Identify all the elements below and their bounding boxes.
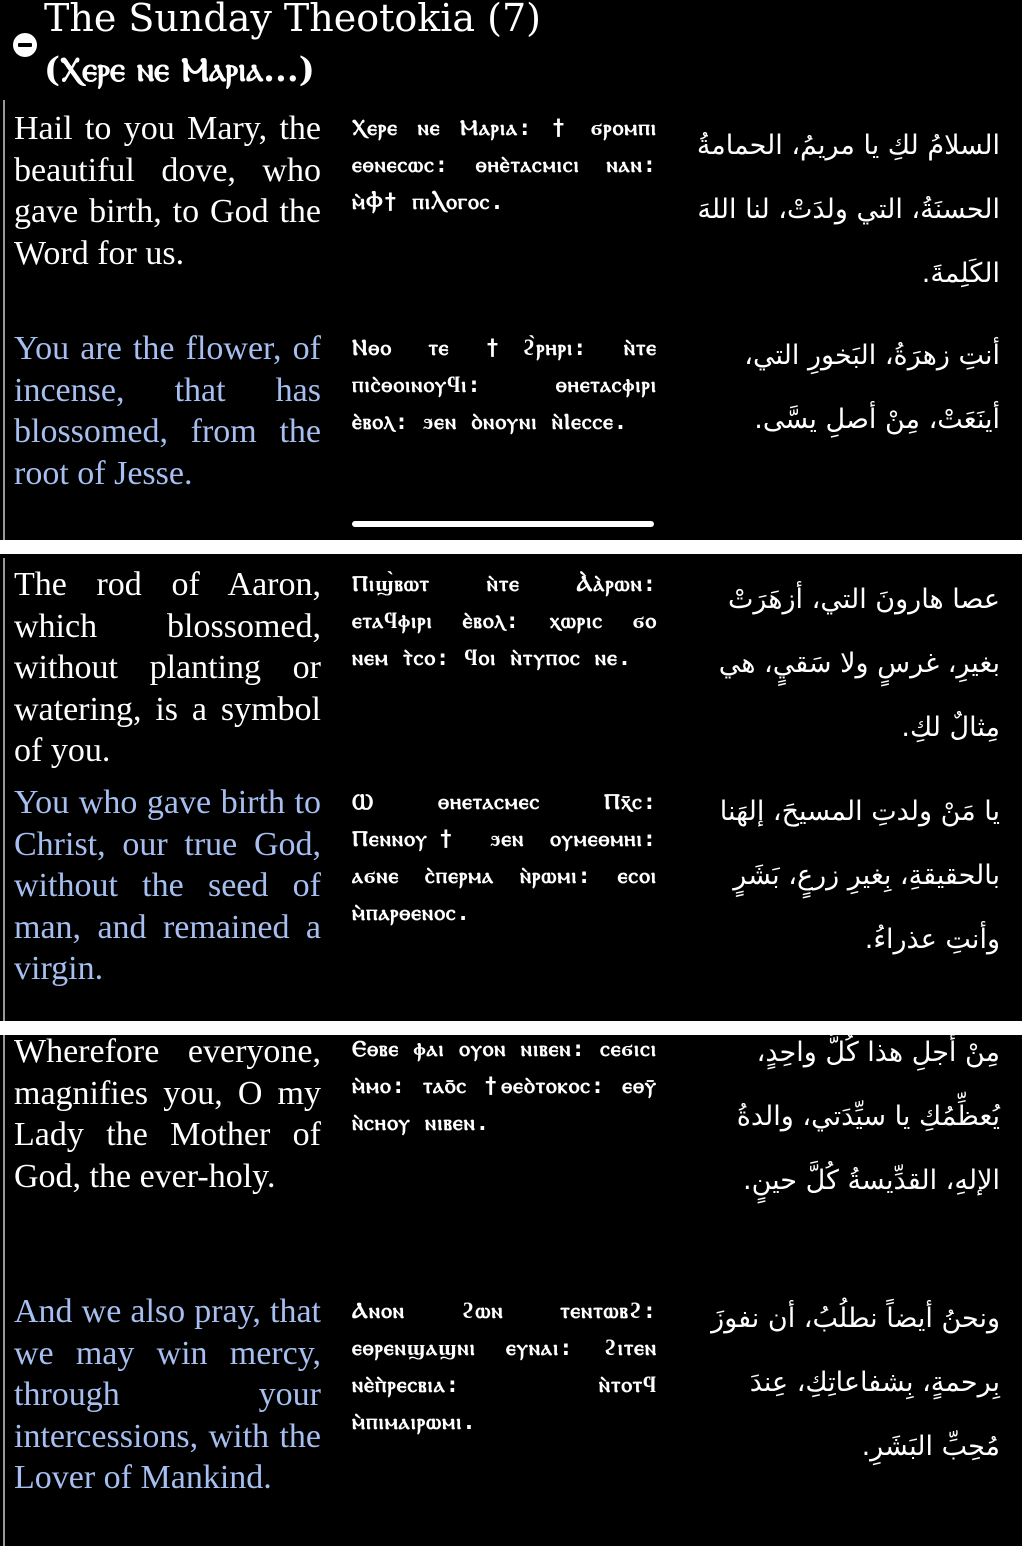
- stanza-4: [0, 782, 1022, 1012]
- coptic-text: Ⲭⲉⲣⲉ ⲛⲉ Ⲙⲁⲣⲓⲁ: † ϭⲣⲟⲙⲡⲓ ⲉⲑⲛⲉⲥⲱⲥ: ⲑⲏⲉ̀ⲧⲁⲥⲙⲓⲥⲓ ⲛⲁⲛ: ⲙ̀Ⲫ† ⲡⲓⲖⲟⲅⲟⲥ.: [352, 116, 657, 215]
- english-text: And we also pray, that we may win mercy, through your intercessions, with the Lover of Mankind.: [14, 1293, 321, 1496]
- horizontal-scrollbar[interactable]: [352, 521, 654, 527]
- coptic-text: Ⲱ ⲑⲏⲉⲧⲁⲥⲙⲉⲥ Ⲡⲭ̄ⲥ: Ⲡⲉⲛⲛⲟⲩ† ϧⲉⲛ ⲟⲩⲙⲉⲑⲙⲏⲓ: ⲁϭⲛⲉ ⲥ̀ⲡⲉⲣⲙⲁ ⲛ̀ⲣⲱⲙⲓ: ⲉⲥⲟⲓ ⲙ̀ⲡⲁⲣⲑⲉⲛⲟⲥ.: [352, 790, 657, 926]
- coptic-text: Ⲛⲑⲟ ⲧⲉ †ϩ̀ⲣⲏⲣⲓ: ⲛ̀ⲧⲉ ⲡⲓⲥ̀ⲑⲟⲓⲛⲟⲩϥⲓ: ⲑⲏⲉⲧⲁⲥⲫⲓⲣⲓ ⲉ̀ⲃⲟⲗ: ϧⲉⲛ ⲟ̀ⲛⲟⲩⲛⲓ ⲛ̀Ⲓⲉⲥⲥⲉ.: [352, 336, 657, 435]
- stanza-3: [0, 564, 1022, 779]
- collapse-icon[interactable]: [13, 33, 37, 57]
- section-3: [0, 1035, 1022, 1546]
- english-text: You are the flower, of incense, that has blossomed, from the root of Jesse.: [14, 330, 321, 492]
- section-divider: [0, 540, 1022, 554]
- coptic-text: Ⲁⲛⲟⲛ ϩⲱⲛ ⲧⲉⲛⲧⲱⲃϩ: ⲉⲑⲣⲉⲛϣⲁϣⲛⲓ ⲉⲩⲛⲁⲓ: ϩⲓⲧⲉⲛ ⲛⲉ̀ⲡ̀ⲣⲉⲥⲃⲓⲁ: ⲛ̀ⲧⲟⲧϥ ⲙ̀ⲡⲓⲙⲁⲓⲣⲱⲙⲓ.: [352, 1299, 657, 1435]
- page-title: The Sunday Theotokia (7): [44, 0, 541, 40]
- english-text: The rod of Aaron, which blossomed, without planting or watering, is a symbol of you.: [14, 566, 321, 769]
- english-text: You who gave birth to Christ, our true God, without the seed of man, and remained a virgin.: [14, 784, 321, 987]
- coptic-text: Ⲡⲓϣ̀ⲃⲱⲧ ⲛ̀ⲧⲉ Ⲁ̀ⲁ̀ⲣⲱⲛ: ⲉⲧⲁϥⲫⲓⲣⲓ ⲉ̀ⲃⲟⲗ: ⲭⲱⲣⲓⲥ ϭⲟ ⲛⲉⲙ ⲧ̀ⲥⲟ: ϥⲟⲓ ⲛ̀ⲧⲩⲡⲟⲥ ⲛⲉ.: [352, 572, 657, 671]
- arabic-text: مِنْ أجلِ هذا كُلُّ واحِدٍ، يُعظِّمُكِ يا سيِّدَتي، والدةُ الإلهِ، القدِّيسةُ كُلَّ حينٍ.: [736, 1037, 1000, 1196]
- english-text: Wherefore everyone, magnifies you, O my Lady the Mother of God, the ever-holy.: [14, 1033, 321, 1195]
- stanza-1: [0, 108, 1022, 318]
- stanza-2: [0, 328, 1022, 528]
- arabic-text: عصا هارونَ التي، أزهَرَتْ بغيرِ، غرسٍ ولا سَقيٍ، هي مِثالٌ لكِ.: [718, 584, 1000, 743]
- section-1: [0, 96, 1022, 540]
- section-2: [0, 554, 1022, 1021]
- stanza-5: [0, 1031, 1022, 1281]
- arabic-text: السلامُ لكِ يا مريمُ، الحمامةُ الحسنَةُ، التي ولدَتْ، لنا اللهَ الكَلِمةَ.: [696, 130, 1000, 289]
- page-subtitle: (Ⲭⲉⲣⲉ ⲛⲉ Ⲙⲁⲣⲓⲁ...): [44, 50, 315, 90]
- arabic-text: يا مَنْ ولدتِ المسيحَ، إلهَنا بالحقيقةِ، بِغيرِ زرعٍ، بَشَرٍ وأنتِ عذراءُ.: [719, 796, 1000, 955]
- coptic-text: Ⲉⲑⲃⲉ ⲫⲁⲓ ⲟⲩⲟⲛ ⲛⲓⲃⲉⲛ: ⲥⲉϭⲓⲥⲓ ⲙ̀ⲙⲟ: ⲧⲁⲟ̄ⲥ †ⲑⲉⲟ̀ⲧⲟⲕⲟⲥ: ⲉⲑⲩ̄ ⲛ̀ⲥⲏⲟⲩ ⲛⲓⲃⲉⲛ.: [352, 1037, 657, 1136]
- arabic-text: أنتِ زهرَةُ، البَخورِ التي، أينَعَتْ، مِنْ أصلِ يسَّى.: [744, 340, 1000, 435]
- arabic-text: ونحنُ أيضاً نطلُبُ، أن نفوزَ بِرحمةٍ، بِشفاعاتِكِ، عِندَ مُحِبِّ البَشَرِ.: [711, 1303, 1000, 1462]
- english-text: Hail to you Mary, the beautiful dove, who gave birth, to God the Word for us.: [14, 110, 321, 272]
- stanza-6: [0, 1291, 1022, 1546]
- header: [0, 0, 1022, 96]
